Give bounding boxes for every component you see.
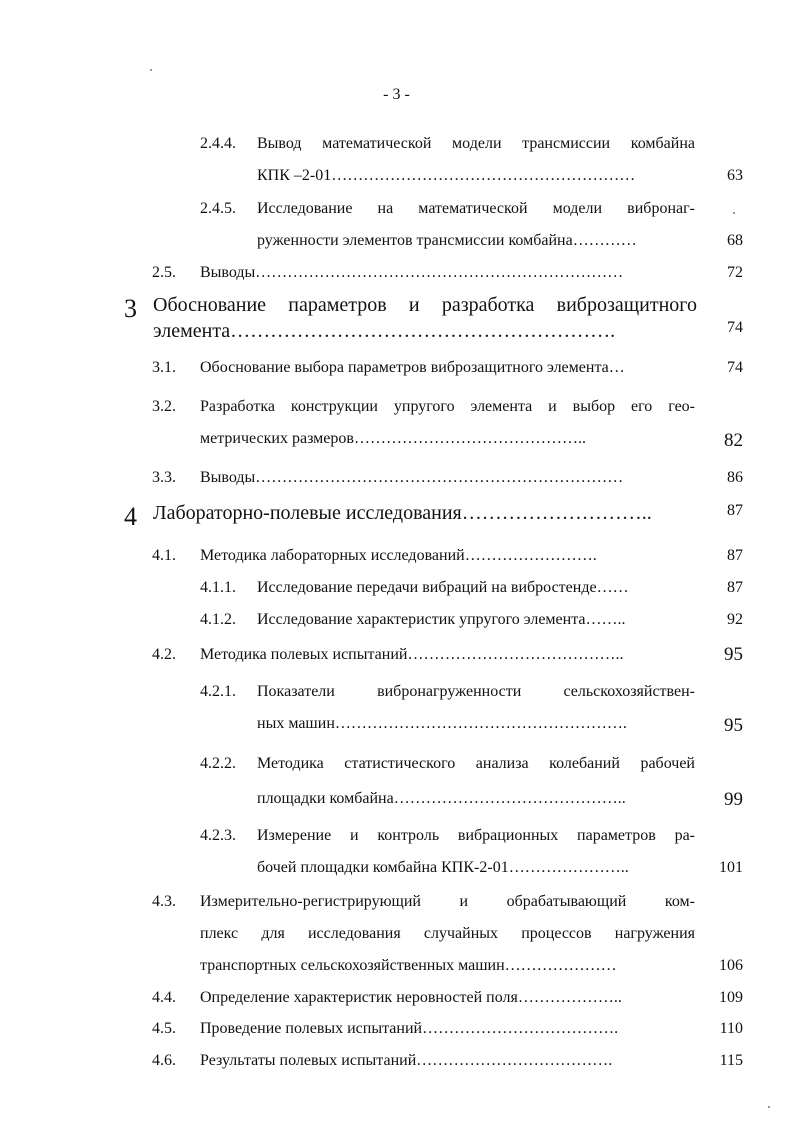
toc-num-4-1: 4.1. xyxy=(152,547,176,564)
toc-title-4-1: Методика лабораторных исследований……………………. xyxy=(200,547,597,564)
toc-chapter-4-number: 4 xyxy=(124,502,137,531)
toc-page-4-3: 106 xyxy=(719,957,743,974)
toc-num-4-3: 4.3. xyxy=(152,893,176,910)
toc-page-4-5: 110 xyxy=(719,1020,743,1037)
toc-page-2-4-4: 63 xyxy=(727,167,743,184)
toc-title-2-4-4-cont: КПК –2-01………………………………………………… xyxy=(257,167,636,184)
toc-title-2-5: Выводы…………………………………………………………… xyxy=(200,264,624,281)
toc-chapter-3-number: 3 xyxy=(124,294,137,323)
toc-title-4-2-1: Показатели вибронагруженности сельскохозяйствен- xyxy=(257,683,695,700)
toc-title-2-4-5-cont: руженности элементов трансмиссии комбайна………… xyxy=(257,232,637,249)
toc-num-4-5: 4.5. xyxy=(152,1020,176,1037)
toc-title-4-2-2: Методика статистического анализа колебаний рабочей xyxy=(257,755,695,772)
toc-title-4-2-1-cont: ных машин………………………………………………. xyxy=(257,715,627,732)
toc-title-4-5: Проведение полевых испытаний………………………………. xyxy=(200,1020,619,1037)
toc-num-4-1-2: 4.1.2. xyxy=(200,611,236,628)
toc-page-4-2-1: 95 xyxy=(724,715,743,736)
toc-page-4-4: 109 xyxy=(719,989,743,1006)
toc-title-4-6: Результаты полевых испытаний………………………………. xyxy=(200,1052,613,1069)
toc-num-4-4: 4.4. xyxy=(152,989,176,1006)
toc-title-4-2-2-cont: площадки комбайна…………………………………….. xyxy=(257,790,626,807)
toc-page-2-4-5: 68 xyxy=(727,232,743,249)
toc-num-3-3: 3.3. xyxy=(152,469,176,486)
toc-page-3-1: 74 xyxy=(727,359,743,376)
toc-title-3-1: Обоснование выбора параметров виброзащитного элемента… xyxy=(200,359,625,376)
toc-num-2-4-4: 2.4.4. xyxy=(200,135,236,152)
toc-page-4-6: 115 xyxy=(719,1052,743,1069)
toc-page-4-1: 87 xyxy=(727,547,743,564)
toc-num-3-2: 3.2. xyxy=(152,398,176,415)
toc-title-4-1-1: Исследование передачи вибраций на вибростенде…… xyxy=(257,579,629,596)
toc-title-4-3: Измерительно-регистрирующий и обрабатывающий ком- xyxy=(200,893,695,910)
toc-chapter-3-title-cont: элемента…………………………………………………. xyxy=(153,320,616,342)
toc-num-4-6: 4.6. xyxy=(152,1052,176,1069)
toc-num-4-2: 4.2. xyxy=(152,646,176,663)
toc-page-2-5: 72 xyxy=(727,264,743,281)
toc-title-2-4-5: Исследование на математической модели вибронаг- xyxy=(257,200,695,217)
toc-num-4-2-3: 4.2.3. xyxy=(200,827,236,844)
page-number: - 3 - xyxy=(383,86,410,103)
toc-num-2-5: 2.5. xyxy=(152,264,176,281)
toc-title-4-2-3: Измерение и контроль вибрационных параметров ра- xyxy=(257,827,695,844)
toc-page-4-1-2: 92 xyxy=(727,611,743,628)
toc-page-4-2-2: 99 xyxy=(724,789,743,810)
toc-page-3-3: 86 xyxy=(727,469,743,486)
toc-title-3-3: Выводы…………………………………………………………… xyxy=(200,469,624,486)
toc-page-4-2-3: 101 xyxy=(719,859,743,876)
toc-num-4-2-2: 4.2.2. xyxy=(200,755,236,772)
scan-speck xyxy=(733,212,735,214)
toc-chapter-4-title: Лабораторно-полевые исследования……………………….. xyxy=(153,502,652,524)
toc-num-4-2-1: 4.2.1. xyxy=(200,683,236,700)
toc-page-3-2: 82 xyxy=(724,430,743,451)
toc-title-3-2-cont: метрических размеров…………………………………….. xyxy=(200,430,586,447)
scan-speck xyxy=(150,69,152,71)
toc-title-3-2: Разработка конструкции упругого элемента и выбор его гео- xyxy=(200,398,695,415)
toc-page-chapter-3: 74 xyxy=(727,319,743,336)
toc-title-4-3-cont2: транспортных сельскохозяйственных машин………………… xyxy=(200,957,617,974)
toc-num-3-1: 3.1. xyxy=(152,359,176,376)
toc-page-4-1-1: 87 xyxy=(727,579,743,596)
toc-title-4-2-3-cont: бочей площадки комбайна КПК-2-01………………….. xyxy=(257,859,629,876)
toc-title-2-4-4: Вывод математической модели трансмиссии комбайна xyxy=(257,135,695,152)
scan-speck xyxy=(768,1106,770,1108)
toc-title-4-1-2: Исследование характеристик упругого элемента…….. xyxy=(257,611,626,628)
toc-num-2-4-5: 2.4.5. xyxy=(200,200,236,217)
toc-chapter-3-title: Обоснование параметров и разработка виброзащитного xyxy=(153,294,697,316)
toc-title-4-2: Методика полевых испытаний………………………………….. xyxy=(200,646,624,663)
toc-num-4-1-1: 4.1.1. xyxy=(200,579,236,596)
toc-page-chapter-4: 87 xyxy=(727,502,743,519)
toc-title-4-3-cont1: плекс для исследования случайных процессов нагружения xyxy=(200,925,695,942)
toc-title-4-4: Определение характеристик неровностей поля……………….. xyxy=(200,989,622,1006)
toc-page-4-2: 95 xyxy=(724,644,743,665)
